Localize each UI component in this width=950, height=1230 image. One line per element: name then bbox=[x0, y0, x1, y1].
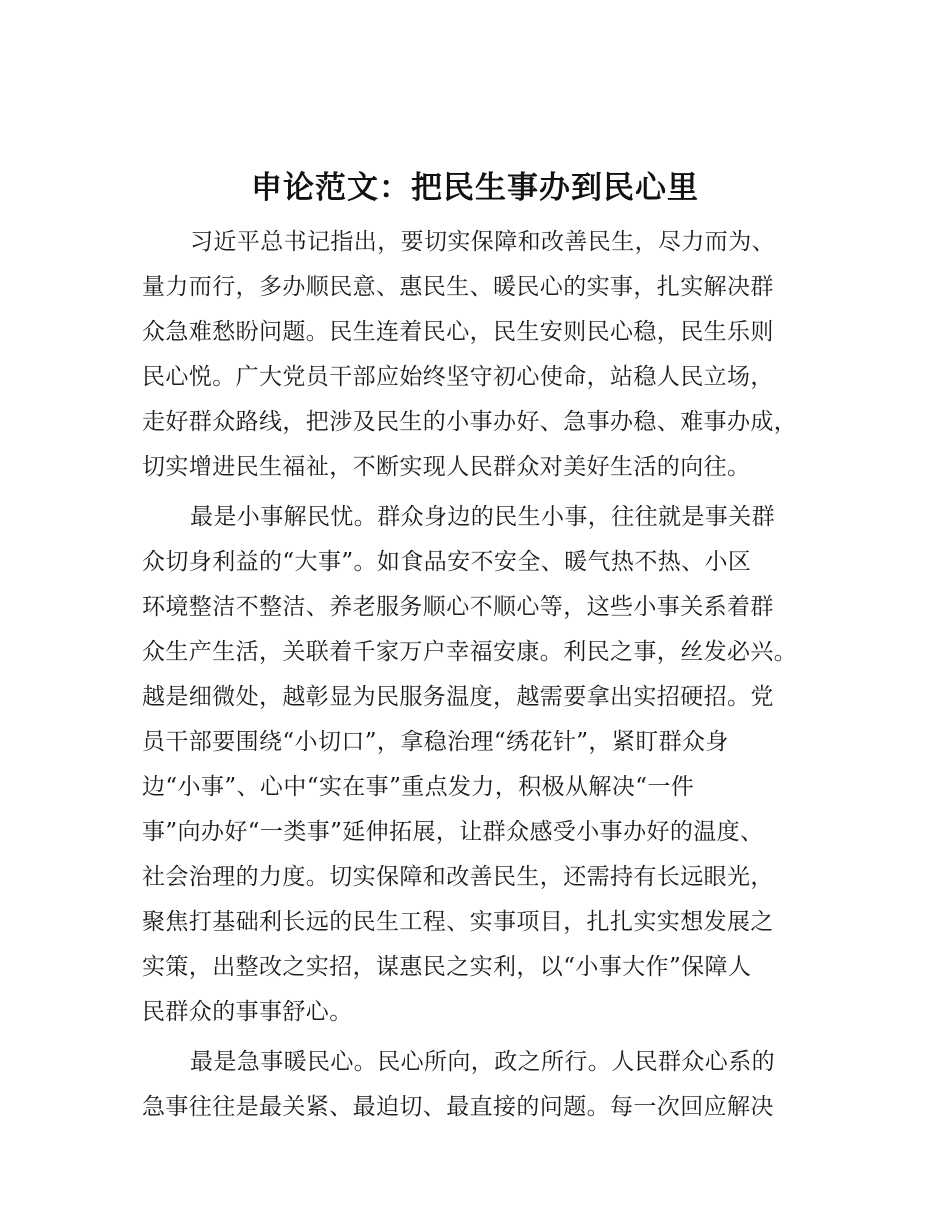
paragraph-3-line-2: 急事往往是最关紧、最迫切、最直接的问题。每一次回应解决 bbox=[142, 1094, 774, 1120]
paragraph-1-line-3: 众急难愁盼问题。民生连着民心，民生安则民心稳，民生乐则 bbox=[142, 319, 774, 345]
paragraph-1-line-5: 走好群众路线，把涉及民生的小事办好、急事办稳、难事办成， bbox=[142, 409, 798, 435]
paragraph-3-line-1: 最是急事暖民心。民心所向，政之所行。人民群众心系的 bbox=[190, 1049, 775, 1075]
document-title: 申论范文：把民生事办到民心里 bbox=[251, 170, 699, 206]
paragraph-2-line-1: 最是小事解民忧。群众身边的民生小事，往往就是事关群 bbox=[190, 504, 775, 530]
paragraph-2-line-11: 实策，出整改之实招，谋惠民之实利，以“小事大作”保障人 bbox=[142, 954, 752, 980]
paragraph-2-line-10: 聚焦打基础利长远的民生工程、实事项目，扎扎实实想发展之 bbox=[142, 909, 774, 935]
paragraph-2-line-8: 事”向办好“一类事”延伸拓展，让群众感受小事办好的温度、 bbox=[142, 819, 764, 845]
paragraph-2-line-4: 众生产生活，关联着千家万户幸福安康。利民之事，丝发必兴。 bbox=[142, 639, 798, 665]
paragraph-2-line-7: 边“小事”、心中“实在事”重点发力，积极从解决“一件 bbox=[142, 774, 695, 800]
paragraph-1-line-1: 习近平总书记指出，要切实保障和改善民生，尽力而为、 bbox=[190, 229, 775, 255]
paragraph-2-line-9: 社会治理的力度。切实保障和改善民生，还需持有长远眼光， bbox=[142, 864, 774, 890]
paragraph-2-line-5: 越是细微处，越彰显为民服务温度，越需要拿出实招硬招。党 bbox=[142, 684, 774, 710]
paragraph-1-line-2: 量力而行，多办顺民意、惠民生、暖民心的实事，扎实解决群 bbox=[142, 274, 774, 300]
paragraph-2-line-6: 员干部要围绕“小切口”，拿稳治理“绣花针”，紧盯群众身 bbox=[142, 729, 729, 755]
paragraph-2-line-12: 民群众的事事舒心。 bbox=[142, 999, 353, 1025]
paragraph-2-line-2: 众切身利益的“大事”。如食品安不安全、暖气热不热、小区 bbox=[142, 549, 752, 575]
paragraph-1-line-4: 民心悦。广大党员干部应始终坚守初心使命，站稳人民立场， bbox=[142, 364, 774, 390]
paragraph-1-line-6: 切实增进民生福祉，不断实现人民群众对美好生活的向往。 bbox=[142, 454, 751, 480]
paragraph-2-line-3: 环境整洁不整洁、养老服务顺心不顺心等，这些小事关系着群 bbox=[142, 594, 774, 620]
